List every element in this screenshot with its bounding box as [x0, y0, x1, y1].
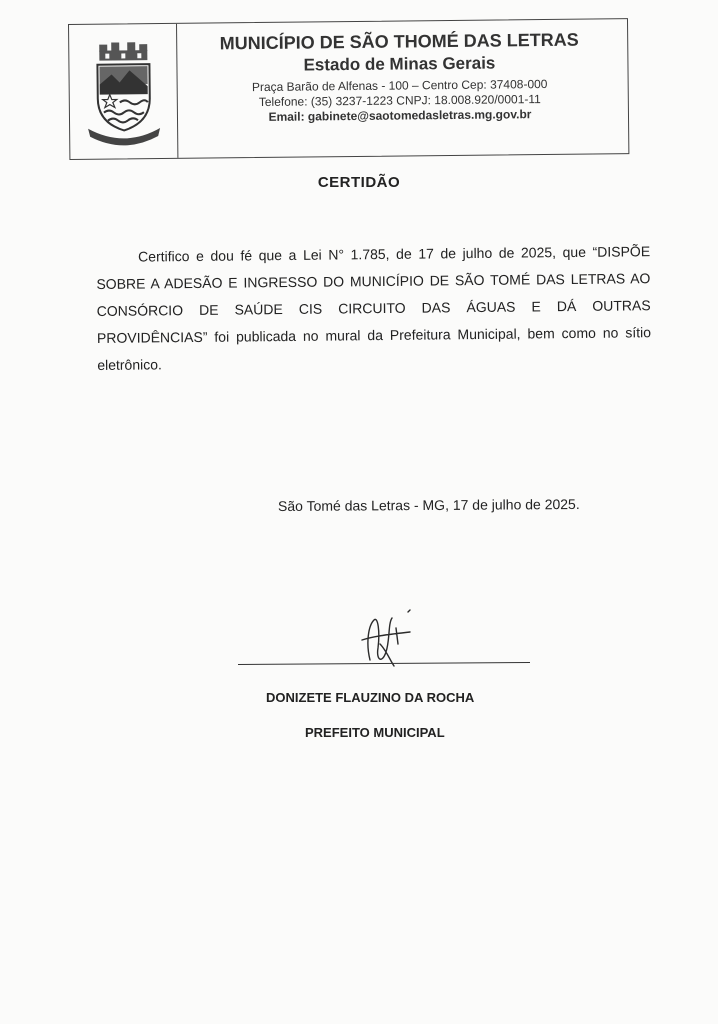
signer-role: PREFEITO MUNICIPAL [305, 725, 445, 740]
letterhead [68, 18, 629, 160]
certificate-body: Certifico e dou fé que a Lei N° 1.785, de 17 de julho de 2025, que “DISPÕE SOBRE A ADESÃO E INGRESSO DO MUNICÍPIO DE SÃO TOMÉ DAS LETRAS AO CONSÓRCIO DE SAÚDE CIS CIRCUITO DAS ÁGUAS E DÁ OUTRAS PROVIDÊNCIAS” foi publicada no mural da Prefeitura Municipal, bem como no sítio eletrônico. [96, 243, 652, 373]
phone-cnpj-line: Telefone: (35) 3237-1223 CNPJ: 18.008.920/0001-11 [258, 92, 541, 110]
document-title: CERTIDÃO [317, 174, 401, 191]
letterhead-text [179, 29, 620, 125]
coat-of-arms-logo [83, 36, 164, 149]
municipality-name: MUNICÍPIO DE SÃO THOMÉ DAS LETRAS [219, 29, 579, 54]
coat-of-arms-cell [69, 24, 178, 159]
email-line: Email: gabinete@saotomedasletras.mg.gov.br [268, 107, 532, 124]
signer-name: DONIZETE FLAUZINO DA ROCHA [266, 690, 475, 705]
address-line: Praça Barão de Alfenas - 100 – Centro Cep: 37408-000 [251, 76, 548, 95]
state-name: Estado de Minas Gerais [303, 53, 496, 75]
handwritten-signature [352, 604, 422, 668]
place-date: São Tomé das Letras - MG, 17 de julho de 2025. [277, 495, 580, 515]
